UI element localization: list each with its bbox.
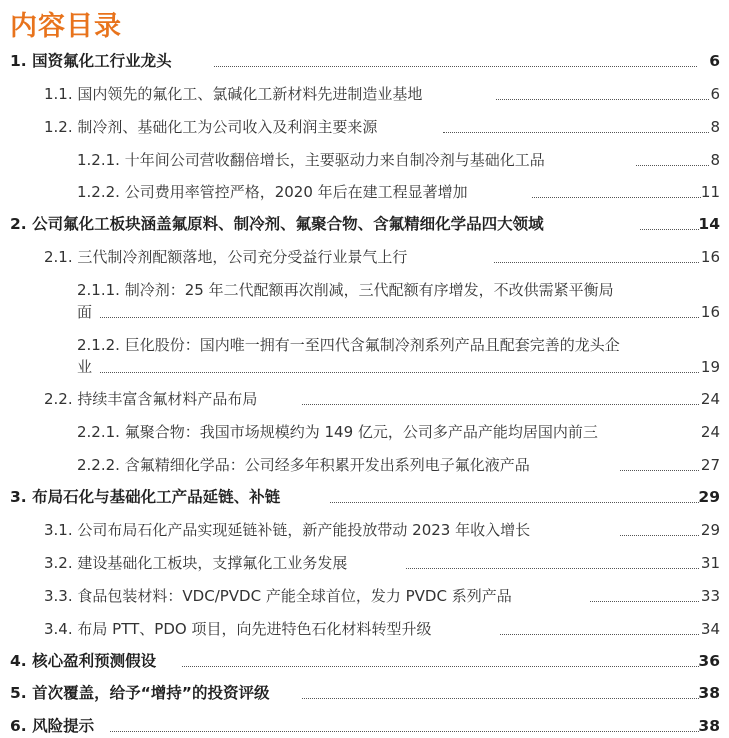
dot-leader	[496, 99, 709, 100]
dot-leader	[406, 568, 699, 569]
toc-entry-1-2-2[interactable]: 1.2.2. 公司费用率管控严格，2020 年后在建工程显著增加	[77, 183, 468, 201]
page-number: 8	[710, 151, 720, 169]
dot-leader	[532, 197, 701, 198]
page-number: 33	[700, 587, 720, 605]
page-number: 24	[700, 390, 720, 408]
dot-leader	[100, 317, 699, 318]
page-number: 11	[700, 183, 720, 201]
toc-entry-2[interactable]: 2. 公司氟化工板块涵盖氟原料、制冷剂、氟聚合物、含氟精细化学品四大领域	[10, 215, 544, 233]
dot-leader	[330, 502, 699, 503]
toc-entry-3-1[interactable]: 3.1. 公司布局石化产品实现延链补链，新产能投放带动 2023 年收入增长	[44, 521, 531, 539]
toc-entry-2-1-1-cont[interactable]: 面	[77, 303, 93, 321]
toc-entry-2-1-1[interactable]: 2.1.1. 制冷剂：25 年二代配额再次削减，三代配额有序增发，不改供需紧平衡局	[77, 281, 614, 299]
toc-entry-6[interactable]: 6. 风险提示	[10, 717, 95, 735]
page-number: 16	[700, 303, 720, 321]
page-number: 6	[709, 52, 720, 70]
toc-entry-3[interactable]: 3. 布局石化与基础化工产品延链、补链	[10, 488, 281, 506]
page-number: 8	[710, 118, 720, 136]
dot-leader	[590, 601, 699, 602]
dot-leader	[620, 535, 699, 536]
dot-leader	[182, 666, 699, 667]
toc-entry-2-1-2[interactable]: 2.1.2. 巨化股份：国内唯一拥有一至四代含氟制冷剂系列产品且配套完善的龙头企	[77, 336, 620, 354]
dot-leader	[302, 698, 699, 699]
toc-entry-2-2-1[interactable]: 2.2.1. 氟聚合物：我国市场规模约为 149 亿元，公司多产品产能均居国内前三	[77, 423, 598, 441]
toc-entry-1-2-1[interactable]: 1.2.1. 十年间公司营收翻倍增长，主要驱动力来自制冷剂与基础化工品	[77, 151, 545, 169]
toc-entry-1[interactable]: 1. 国资氟化工行业龙头	[10, 52, 172, 70]
page-number: 34	[700, 620, 720, 638]
dot-leader	[214, 66, 697, 67]
dot-leader	[620, 470, 699, 471]
page-number: 14	[698, 215, 720, 233]
page-number: 38	[698, 717, 720, 735]
toc-entry-3-2[interactable]: 3.2. 建设基础化工板块，支撑氟化工业务发展	[44, 554, 348, 572]
page-number: 16	[700, 248, 720, 266]
toc-entry-2-1[interactable]: 2.1. 三代制冷剂配额落地，公司充分受益行业景气上行	[44, 248, 408, 266]
dot-leader	[640, 229, 699, 230]
page-number: 36	[698, 652, 720, 670]
toc-entry-4[interactable]: 4. 核心盈利预测假设	[10, 652, 157, 670]
toc-title: 内容目录	[10, 11, 122, 42]
dot-leader	[500, 634, 699, 635]
toc-entry-5[interactable]: 5. 首次覆盖，给予“增持”的投资评级	[10, 684, 270, 702]
dot-leader	[100, 372, 699, 373]
dot-leader	[302, 404, 699, 405]
toc-entry-1-1[interactable]: 1.1. 国内领先的氟化工、氯碱化工新材料先进制造业基地	[44, 85, 423, 103]
page-number: 19	[700, 358, 720, 376]
dot-leader	[443, 132, 709, 133]
dot-leader	[494, 262, 699, 263]
dot-leader	[636, 165, 709, 166]
toc-entry-3-3[interactable]: 3.3. 食品包装材料：VDC/PVDC 产能全球首位，发力 PVDC 系列产品	[44, 587, 512, 605]
page-number: 29	[698, 488, 720, 506]
toc-entry-1-2[interactable]: 1.2. 制冷剂、基础化工为公司收入及利润主要来源	[44, 118, 378, 136]
toc-entry-3-4[interactable]: 3.4. 布局 PTT、PDO 项目，向先进特色石化材料转型升级	[44, 620, 432, 638]
page-number: 31	[700, 554, 720, 572]
page-number: 38	[698, 684, 720, 702]
toc-entry-2-2[interactable]: 2.2. 持续丰富含氟材料产品布局	[44, 390, 258, 408]
dot-leader	[110, 731, 699, 732]
page-number: 6	[710, 85, 720, 103]
toc-entry-2-1-2-cont[interactable]: 业	[77, 358, 93, 376]
page-number: 24	[700, 423, 720, 441]
page-number: 29	[700, 521, 720, 539]
toc-entry-2-2-2[interactable]: 2.2.2. 含氟精细化学品：公司经多年积累开发出系列电子氟化液产品	[77, 456, 530, 474]
page-number: 27	[700, 456, 720, 474]
